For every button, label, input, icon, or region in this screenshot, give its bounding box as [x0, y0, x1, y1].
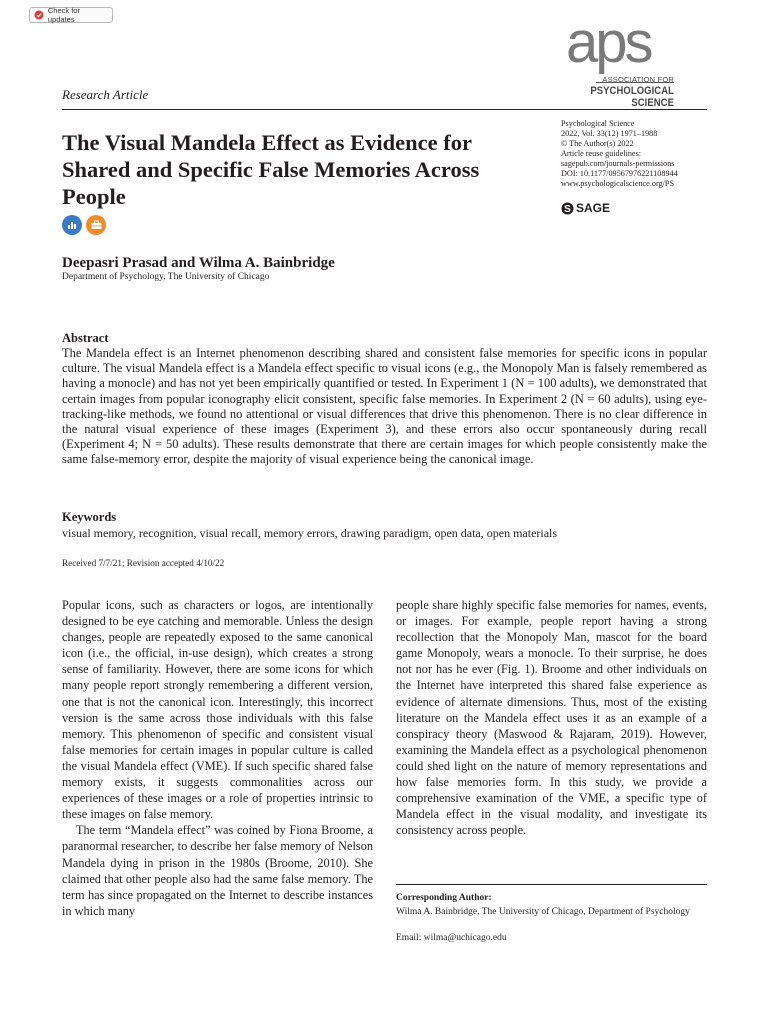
open-data-badge-icon[interactable]: [62, 215, 82, 235]
sage-s-icon: [561, 202, 574, 215]
body-paragraph: people share highly specific false memories for names, events, or images. For example, people report having a strong recollection that the Monopoly Man, mascot for the board game Monopoly, wears a monocle. To their surprise, he does not nor has he ever (Fig. 1). Broome and other individuals on the Internet have interpreted this shared false experience as evidence of alternate dimensions. Thus, most of the existing literature on the Mandela effect uses it as an example of a conspiracy theory (Maswood & Rajaram, 2019). However, examining the Mandela effect as a psychological phenomenon could shed light on the nature of memory representations and how false memories form. In this study, we provide a comprehensive examination of the VME, a specific type of Mandela effect in the visual modality, and investigate its consistency across people.: [396, 598, 707, 838]
reuse-guidelines-label: Article reuse guidelines:: [561, 149, 642, 158]
header-divider: [62, 109, 707, 110]
sage-wordmark: SAGE: [576, 201, 611, 215]
abstract-heading: Abstract: [62, 331, 109, 345]
aps-logo-association: ASSOCIATION FOR: [602, 75, 674, 84]
svg-text:S: S: [564, 203, 571, 215]
sage-logo: [561, 201, 610, 215]
article-title: The Visual Mandela Effect as Evidence for Shared and Specific False Memories Across People: [62, 130, 480, 209]
journal-volume: 2022, Vol. 33(12) 1971–1988: [561, 129, 658, 138]
aps-logo-psychological-science: PSYCHOLOGICAL SCIENCE: [590, 85, 674, 109]
received-dates: Received 7/7/21; Revision accepted 4/10/22: [62, 558, 225, 568]
affiliation: Department of Psychology, The University of Chicago: [62, 272, 270, 282]
open-materials-badge-icon[interactable]: [86, 215, 106, 235]
bar-chart-icon: [66, 219, 78, 231]
permissions-link[interactable]: sagepub.com/journals-permissions: [561, 159, 675, 168]
check-for-updates-badge[interactable]: [29, 7, 113, 23]
aps-logo-wordmark: aps: [566, 10, 651, 75]
doi[interactable]: DOI: 10.1177/09567976221108944: [561, 169, 678, 178]
body-paragraph: Popular icons, such as characters or logos, are intentionally designed to be eye catching and memorable. Unless the design changes, people are repeatedly exposed to the same canonical icon (i.e., the official, in-use design), which creates a strong sense of familiarity. However, there are some icons for which many people report strongly remembering a different version, one that is not the canonical icon. Interestingly, this incorrect version is the same across those individuals with this false memory. This phenomenon of specific and consistent visual false memories for certain images in popular culture is called the visual Mandela effect (VME). If such specific shared false memory exists, it suggests commonalities across our experiences of these images or a role of properties intrinsic to these images on false memory.: [62, 598, 373, 822]
open-science-badges: [62, 215, 106, 235]
abstract-text: The Mandela effect is an Internet phenomenon describing shared and consistent false memories for specific icons in popular culture. The visual Mandela effect is a Mandela effect specific to visual icons (e.g., the Monopoly Man is falsely remembered as having a monocle) and has not yet been empirically quantified or tested. In Experiment 1 (N = 100 adults), we demonstrated that certain images from popular iconography elicit consistent, specific false memories. In Experiment 2 (N = 60 adults), using eye-tracking-like methods, we found no attentional or visual differences that drive this phenomenon. There is no clear difference in the natural visual experience of these images (Experiment 3), and these errors also occur spontaneously during recall (Experiment 4; N = 50 adults). These results demonstrate that there are certain images for which people consistently make the same false-memory error, despite the majority of visual experience being the canonical image.: [62, 346, 707, 467]
crossmark-icon: [34, 10, 44, 20]
corresponding-divider: [396, 884, 707, 885]
check-for-updates-label: Check for updates: [47, 6, 80, 24]
body-column-right: [396, 597, 707, 838]
authors: Deepasri Prasad and Wilma A. Bainbridge: [62, 255, 335, 271]
toolbox-icon: [90, 219, 103, 231]
keywords-text: visual memory, recognition, visual recall, memory errors, drawing paradigm, open data, open materials: [62, 526, 558, 540]
keywords-heading: Keywords: [62, 510, 117, 524]
article-type: Research Article: [62, 87, 149, 102]
journal-meta: [561, 119, 711, 189]
corresponding-author-email[interactable]: Email: wilma@uchicago.edu: [396, 933, 507, 943]
journal-name: Psychological Science: [561, 119, 635, 128]
journal-website-link[interactable]: www.psychologicalscience.org/PS: [561, 179, 675, 188]
copyright: © The Author(s) 2022: [561, 139, 634, 148]
body-column-left: [62, 597, 373, 919]
body-paragraph: The term “Mandela effect” was coined by Fiona Broome, a paranormal researcher, to describe her false memory of Nelson Mandela dying in prison in the 1980s (Broome, 2010). She claimed that other people also had the same false memory. The term has since propagated on the Internet to describe instances in which many: [62, 823, 373, 918]
corresponding-author-heading: Corresponding Author:: [396, 893, 492, 903]
corresponding-author-text: Wilma A. Bainbridge, The University of Chicago, Department of Psychology: [396, 907, 690, 917]
